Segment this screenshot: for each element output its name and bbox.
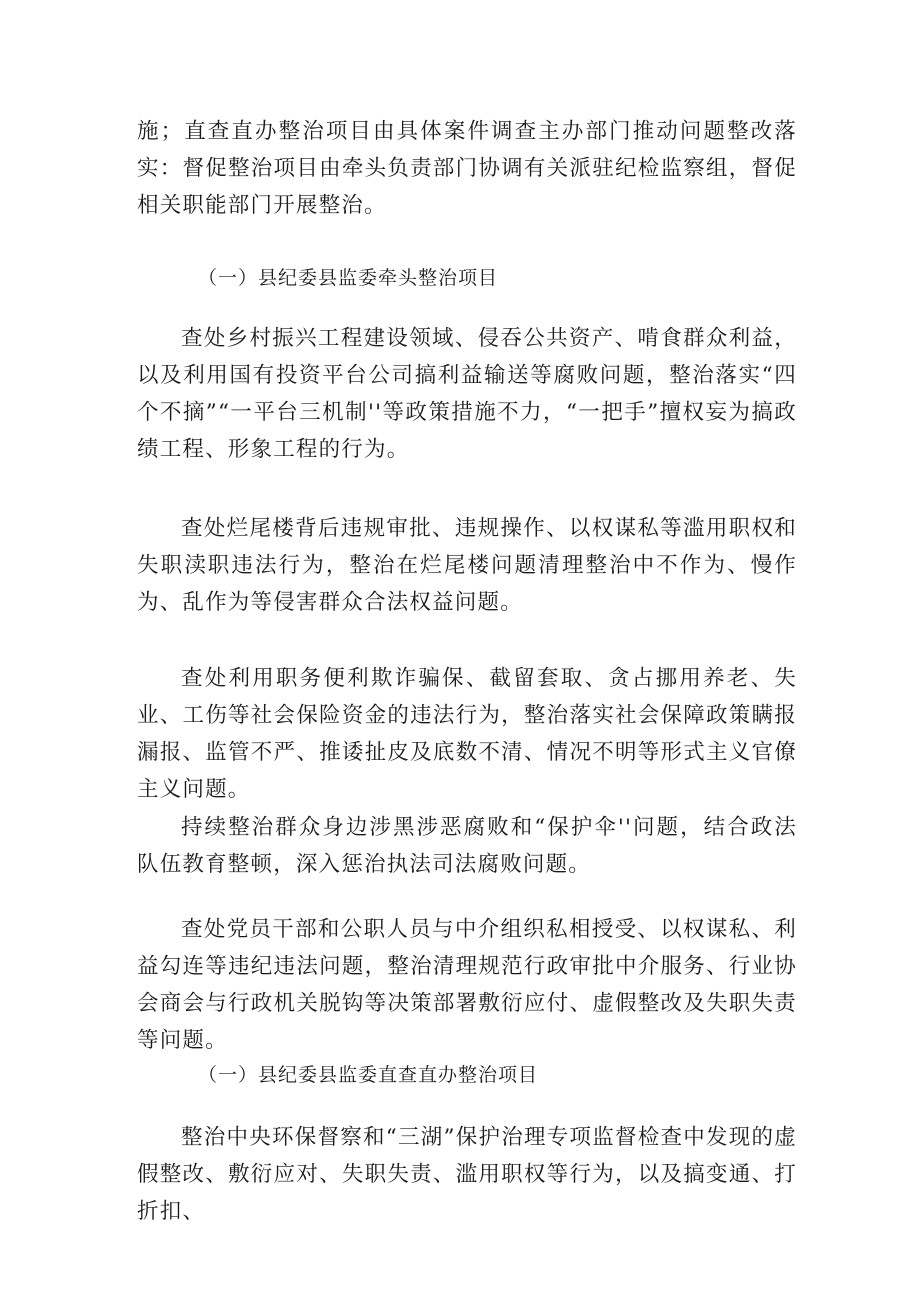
paragraph-environmental-inspection: 整治中央环保督察和“三湖”保护治理专项监督检查中发现的虚假整改、敷衍应对、失职失责、滥用职权等行为，以及搞变通、打折扣、 <box>137 1125 797 1224</box>
paragraph-unfinished-buildings: 查处烂尾楼背后违规审批、违规操作、以权谋私等滥用职权和失职渎职违法行为，整治在烂尾楼问题清理整治中不作为、慢作为、乱作为等侵害群众合法权益问题。 <box>137 516 797 615</box>
paragraph-rural-revitalization: 查处乡村振兴工程建设领域、侵吞公共资产、啃食群众利益，以及利用国有投资平台公司搞利益输送等腐败问题，整治落实“四个不摘”“一平台三机制''等政策措施不力，“一把手”擅权妄为搞政绩工程、形象工程的行为。 <box>137 326 797 462</box>
paragraph-continuation: 施；直查直办整治项目由具体案件调查主办部门推动问题整改落实：督促整治项目由牵头负责部门协调有关派驻纪检监察组，督促相关职能部门开展整治。 <box>137 119 797 218</box>
paragraph-protective-umbrella: 持续整治群众身边涉黑涉恶腐败和“保护伞''问题，结合政法队伍教育整顿，深入惩治执法司法腐败问题。 <box>137 815 797 877</box>
paragraph-social-insurance: 查处利用职务便利欺诈骗保、截留套取、贪占挪用养老、失业、工伤等社会保险资金的违法行为，整治落实社会保障政策瞒报漏报、监管不严、推诿扯皮及底数不清、情况不明等形式主义官僚主义问题。 <box>137 666 797 802</box>
section-heading-direct-projects: （一）县纪委县监委直查直办整治项目 <box>198 1064 539 1086</box>
paragraph-intermediary-organizations: 查处党员干部和公职人员与中介组织私相授受、以权谋私、利益勾连等违纪违法问题，整治清理规范行政审批中介服务、行业协会商会与行政机关脱钩等决策部署敷衍应付、虚假整改及失职失责等问题。 <box>137 917 797 1053</box>
section-heading-lead-projects: （一）县纪委县监委牵头整治项目 <box>198 267 499 289</box>
